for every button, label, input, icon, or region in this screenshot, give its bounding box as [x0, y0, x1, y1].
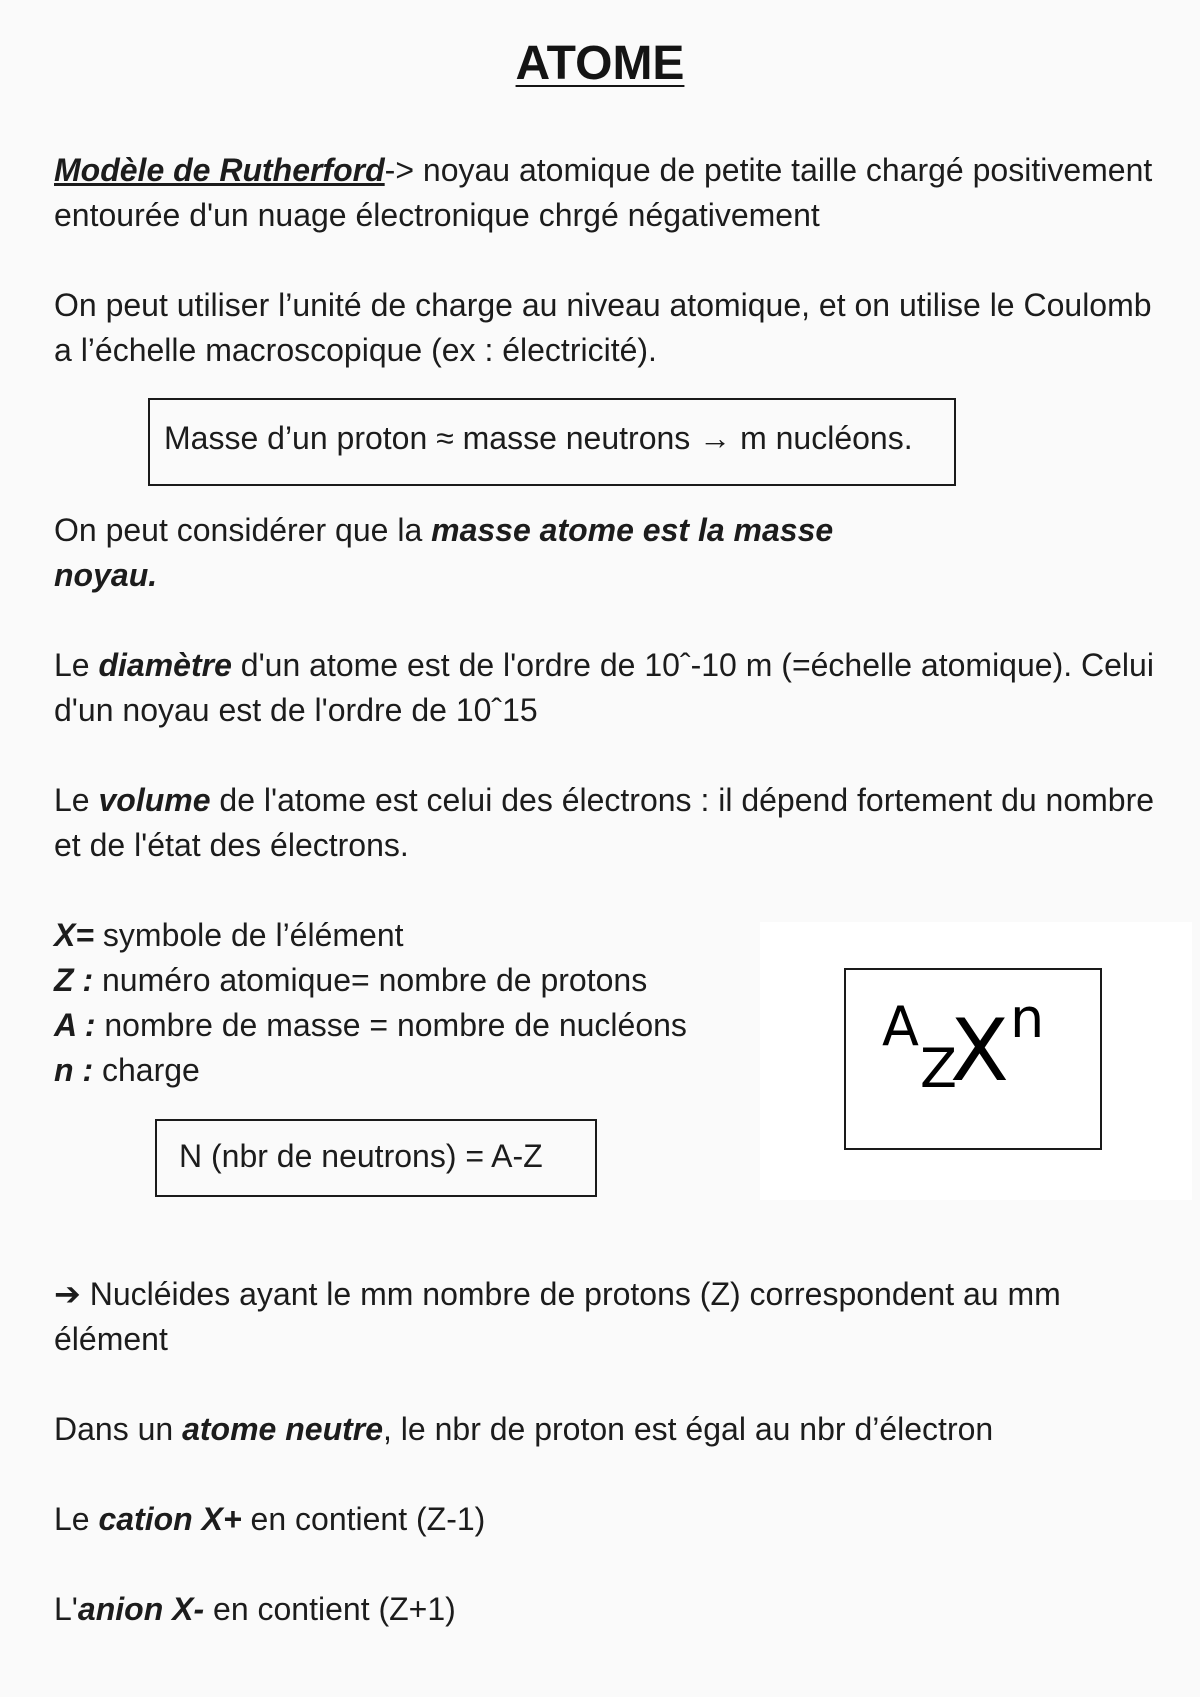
definition-item	[54, 1007, 687, 1043]
arrow-right-icon: ➔	[54, 1275, 81, 1313]
definition-item	[54, 1052, 200, 1088]
nuclide-notation-box	[844, 968, 1102, 1150]
nuclides-text: Nucléides ayant le mm nombre de protons (Z) correspondent au mm élément	[54, 1276, 1061, 1357]
cation-text: en contient (Z-1)	[241, 1501, 486, 1537]
neutral-atom-text: , le nbr de proton est égal au nbr d’électron	[383, 1411, 994, 1447]
definition-text: symbole de l’élément	[94, 917, 404, 953]
cation-paragraph	[54, 1497, 1164, 1542]
definition-text: numéro atomique= nombre de protons	[93, 962, 648, 998]
anion-paragraph	[54, 1587, 1164, 1632]
volume-text: de l'atome est celui des électrons : il dépend fortement du nombre et de l'état des électrons.	[54, 782, 1155, 863]
volume-paragraph	[54, 778, 1164, 868]
anion-text: en contient (Z+1)	[204, 1591, 456, 1627]
charge-symbol: n	[1010, 987, 1045, 1050]
rutherford-term: Modèle de Rutherford	[54, 152, 385, 188]
volume-before: Le	[54, 782, 99, 818]
definition-key: n :	[54, 1052, 94, 1088]
mass-atom-emphasis: masse atome est la masse noyau.	[54, 512, 834, 593]
mass-atom-paragraph	[54, 508, 854, 598]
atomic-number-symbol: Z	[920, 1037, 957, 1100]
mass-atom-text: On peut considérer que la	[54, 512, 432, 548]
diameter-text: d'un atome est de l'ordre de 10ˆ-10 m (=échelle atomique). Celui d'un noyau est de l'ordre de 10ˆ15	[54, 647, 1154, 728]
neutron-formula-box	[155, 1119, 597, 1197]
diameter-term: diamètre	[98, 647, 232, 683]
charge-unit-paragraph: On peut utiliser l’unité de charge au niveau atomique, et on utilise le Coulomb a l’échelle macroscopique (ex : électricité).	[54, 287, 1152, 368]
definition-key: A :	[54, 1007, 96, 1043]
mass-proton-text: Masse d’un proton ≈ masse neutrons → m nucléons.	[164, 420, 913, 456]
diameter-before: Le	[54, 647, 99, 683]
anion-term: anion X-	[77, 1591, 205, 1627]
anion-before: L'	[54, 1591, 78, 1627]
definition-key: X=	[54, 917, 95, 953]
neutron-formula-text: N (nbr de neutrons) = A-Z	[179, 1138, 543, 1174]
volume-term: volume	[98, 782, 211, 818]
rutherford-paragraph	[54, 148, 1164, 238]
definitions-list	[54, 913, 734, 1093]
cation-before: Le	[54, 1501, 99, 1537]
definition-text: nombre de masse = nombre de nucléons	[95, 1007, 687, 1043]
mass-proton-box	[148, 398, 956, 486]
definition-key: Z :	[54, 962, 94, 998]
neutral-atom-before: Dans un	[54, 1411, 183, 1447]
definition-item	[54, 917, 404, 953]
cation-term: cation X+	[98, 1501, 242, 1537]
diameter-paragraph	[54, 643, 1164, 733]
neutral-atom-paragraph	[54, 1407, 1164, 1452]
element-symbol: X	[950, 1001, 1009, 1101]
definition-item	[54, 962, 647, 998]
nuclide-notation-panel	[760, 922, 1192, 1200]
nuclides-paragraph	[54, 1272, 1164, 1362]
mass-number-symbol: A	[882, 995, 919, 1058]
rutherford-text: -> noyau atomique de petite taille chargé positivement entourée d'un nuage électronique chrgé négativement	[54, 152, 1153, 233]
definition-text: charge	[93, 1052, 200, 1088]
neutral-atom-term: atome neutre	[182, 1411, 384, 1447]
page-title: ATOME	[515, 37, 685, 90]
